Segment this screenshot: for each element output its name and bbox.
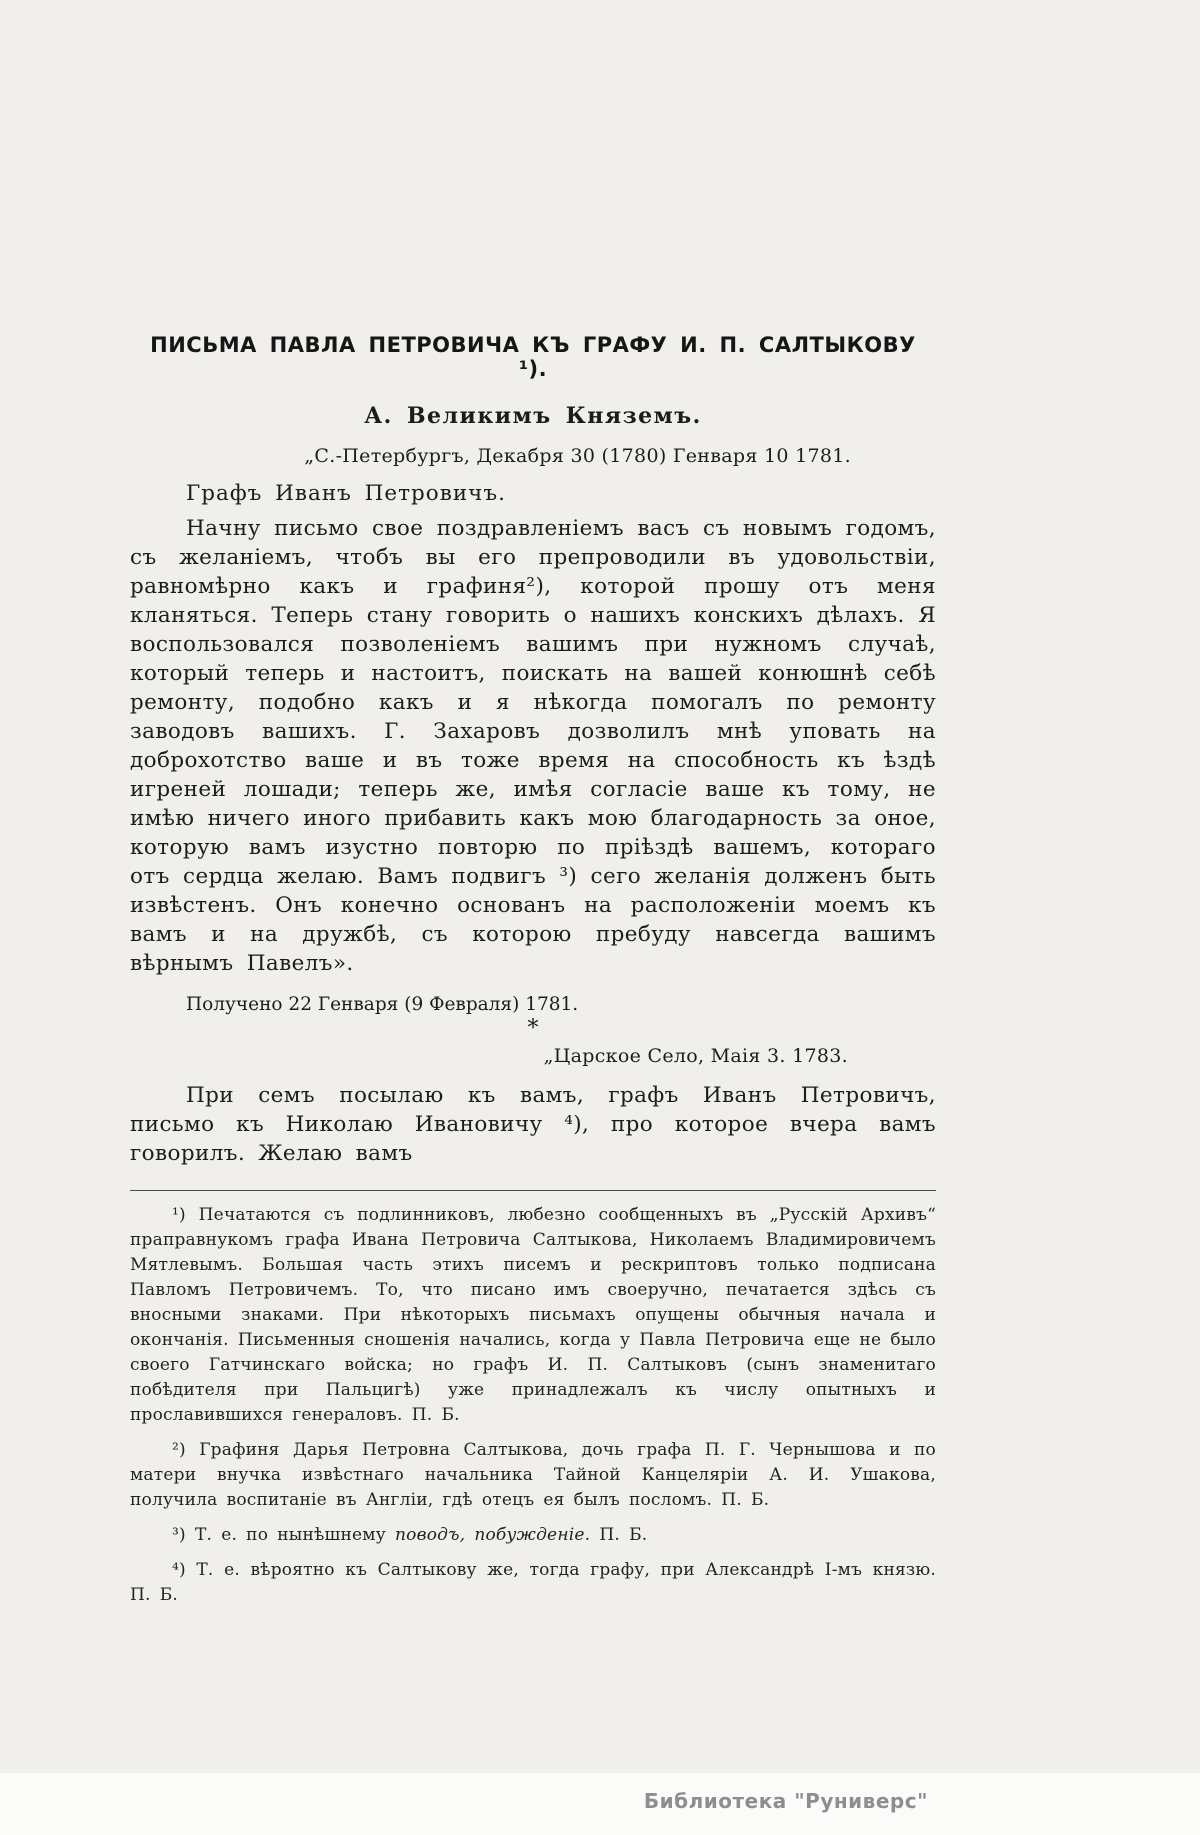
footnotes-section bbox=[130, 1190, 936, 1608]
section-separator-star: * bbox=[527, 1016, 539, 1041]
letter1-received-note: Получено 22 Генваря (9 Февраля) 1781. bbox=[186, 994, 579, 1015]
page-title: ПИСЬМА ПАВЛА ПЕТРОВИЧА КЪ ГРАФУ И. П. САЛТЫКОВУ ¹). bbox=[150, 333, 916, 381]
footnote-2: ²) Графиня Дарья Петровна Салтыкова, дочь графа П. Г. Чернышова и по матери внучка извѣстнаго начальника Тайной Канцеляріи А. И. Ушакова, получила воспитаніе въ Англіи, гдѣ отецъ ея былъ посломъ. П. Б. bbox=[130, 1440, 936, 1510]
footnote-3-prefix: ³) Т. е. по нынѣшнему bbox=[172, 1525, 396, 1545]
letter1-dateline: „С.-Петербургъ, Декабря 30 (1780) Генваря 10 1781. bbox=[304, 445, 851, 467]
footnote-3-suffix: . П. Б. bbox=[584, 1525, 648, 1545]
letter2-dateline: „Царское Село, Маія 3. 1783. bbox=[543, 1045, 848, 1067]
section-heading: А. Великимъ Княземъ. bbox=[364, 403, 702, 429]
footnote-4: ⁴) Т. е. вѣроятно къ Салтыкову же, тогда графу, при Александрѣ I-мъ князю. П. Б. bbox=[130, 1560, 936, 1605]
footnote-3 bbox=[130, 1523, 936, 1548]
runivers-library-watermark: Библиотека "Руниверс" bbox=[643, 1789, 928, 1813]
letter1-body: Начну письмо свое поздравленіемъ васъ съ новымъ годомъ, съ желаніемъ, чтобъ вы его препроводили въ удовольствіи, равномѣрно какъ и графиня²), которой прошу отъ меня кланяться. Теперь стану говорить о нашихъ конскихъ дѣлахъ. Я воспользовался позволеніемъ вашимъ при нужномъ случаѣ, который теперь и настоитъ, поискать на вашей конюшнѣ себѣ ремонту, подобно какъ и я нѣкогда помогалъ по ремонту заводовъ вашихъ. Г. Захаровъ дозволилъ мнѣ уповать на доброхотство ваше и въ тоже время на способность къ ѣздѣ игреней лошади; теперь же, имѣя согласіе ваше къ тому, не имѣю ничего иного прибавить какъ мою благодарность за оное, которую вамъ изустно повторю по пріѣздѣ вашемъ, котораго отъ сердца желаю. Вамъ подвигъ ³) сего желанія долженъ быть извѣстенъ. Онъ конечно основанъ на расположеніи моемъ къ вамъ и на дружбѣ, съ которою пребуду навсегда вашимъ вѣрнымъ Павелъ». bbox=[130, 516, 936, 976]
footnote-3-italic-term: поводъ, побужденіе bbox=[395, 1525, 585, 1545]
letter1-salutation: Графъ Иванъ Петровичъ. bbox=[186, 481, 506, 506]
bottom-band bbox=[0, 1773, 1200, 1835]
letter-text-block bbox=[130, 333, 936, 1618]
footnote-1: ¹) Печатаются съ подлинниковъ, любезно сообщенныхъ въ „Русскій Архивъ“ праправнукомъ графа Ивана Петровича Салтыкова, Николаемъ Владимировичемъ Мятлевымъ. Большая часть этихъ писемъ и рескриптовъ только подписана Павломъ Петровичемъ. То, что писано имъ своеручно, печатается здѣсь съ вносными знаками. При нѣкоторыхъ письмахъ опущены обычныя начала и окончанія. Письменныя сношенія начались, когда у Павла Петровича еще не было своего Гатчинскаго войска; но графъ И. П. Салтыковъ (сынъ знаменитаго побѣдителя при Пальцигѣ) уже принадлежалъ къ числу опытныхъ и прославившихся генераловъ. П. Б. bbox=[130, 1205, 936, 1425]
letter2-body: При семъ посылаю къ вамъ, графъ Иванъ Петровичъ, письмо къ Николаю Ивановичу ⁴), про которое вчера вамъ говорилъ. Желаю вамъ bbox=[130, 1083, 936, 1166]
